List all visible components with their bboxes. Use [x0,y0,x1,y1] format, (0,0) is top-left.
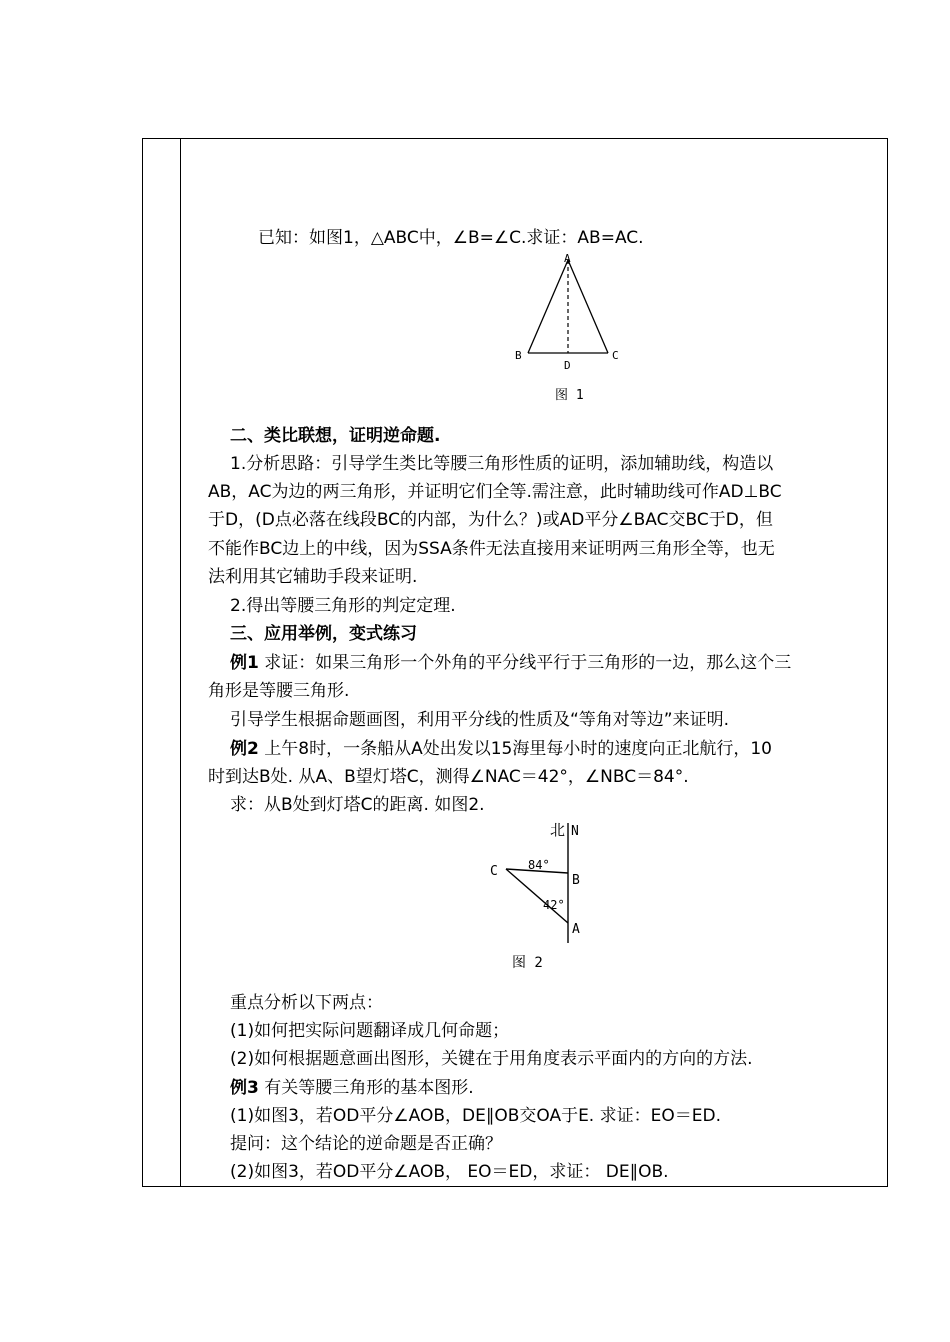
figure-1-label-d: D [564,359,571,372]
example-1-label: 例1 [230,653,259,673]
example-3-label: 例3 [230,1078,259,1098]
section-2-heading: 二、类比联想，证明逆命题. [230,426,441,446]
example-3-ask: 提问：这个结论的逆命题是否正确？ [230,1134,502,1154]
section-3-heading: 三、应用举例，变式练习 [230,624,417,644]
figure-1-label-c: C [612,349,619,362]
section-2-p1-line1: 1.分析思路：引导学生类比等腰三角形性质的证明，添加辅助线，构造以 [230,454,774,474]
section-2-p2: 2.得出等腰三角形的判定定理. [230,596,456,616]
example-2-line2: 时到达B处. 从A、B望灯塔C，测得∠NAC＝42°，∠NBC＝84°. [208,767,689,787]
figure-2-caption: 图 2 [512,955,543,971]
figure-2-label-n: N [571,824,579,839]
example-3-question-2: (2)如图3，若OD平分∠AOB， EO＝ED，求证： DE∥OB. [230,1162,669,1182]
section-2-p1-line5: 法利用其它辅助手段来证明. [208,567,418,587]
analysis-point-1: (1)如何把实际问题翻译成几何命题； [230,1021,510,1041]
example-2-text: 上午8时，一条船从A处出发以15海里每小时的速度向正北航行，10 [264,739,772,759]
example-1-text: 求证：如果三角形一个外角的平分线平行于三角形的一边，那么这个三 [264,653,792,673]
example-3-text: 有关等腰三角形的基本图形. [264,1078,474,1098]
figure-1 [508,250,628,414]
analysis-point-2: (2)如何根据题意画出图形，关键在于用角度表示平面内的方向的方法. [230,1049,753,1069]
figure-2-diagram [480,815,600,975]
section-2-p1-line2: AB，AC为边的两三角形，并证明它们全等.需注意，此时辅助线可作AD⊥BC [208,482,782,502]
figure-1-caption: 图 1 [555,388,584,403]
example-2-label: 例2 [230,739,259,759]
given-statement: 已知：如图1，△ABC中，∠B=∠C.求证：AB=AC. [258,228,644,248]
figure-1-label-a: A [564,252,571,265]
example-3-line1 [230,1077,474,1099]
example-1-guide: 引导学生根据命题画图，利用平分线的性质及“等角对等边”来证明. [230,710,730,730]
table-column-divider [180,138,181,1187]
example-2-line3: 求：从B处到灯塔C的距离. 如图2. [230,795,485,815]
example-1-line2: 角形是等腰三角形. [208,681,350,701]
figure-2-label-b: B [572,873,580,888]
example-1-line1 [230,652,791,674]
figure-2 [480,815,600,979]
figure-2-label-c: C [490,864,498,879]
section-2-p1-line4: 不能作BC边上的中线，因为SSA条件无法直接用来证明两三角形全等，也无 [208,539,775,559]
figure-2-angle-84: 84° [528,858,550,872]
figure-1-label-b: B [515,349,522,362]
figure-2-angle-42: 42° [543,898,565,912]
example-2-line1 [230,738,772,760]
figure-2-north-char: 北 [550,821,566,839]
figure-2-label-a: A [572,922,580,937]
example-3-question-1: (1)如图3，若OD平分∠AOB，DE∥OB交OA于E. 求证：EO＝ED. [230,1106,721,1126]
analysis-intro: 重点分析以下两点： [230,993,383,1013]
figure-1-triangle [508,250,628,410]
section-2-p1-line3: 于D，(D点必落在线段BC的内部，为什么？)或AD平分∠BAC交BC于D，但 [208,510,773,530]
